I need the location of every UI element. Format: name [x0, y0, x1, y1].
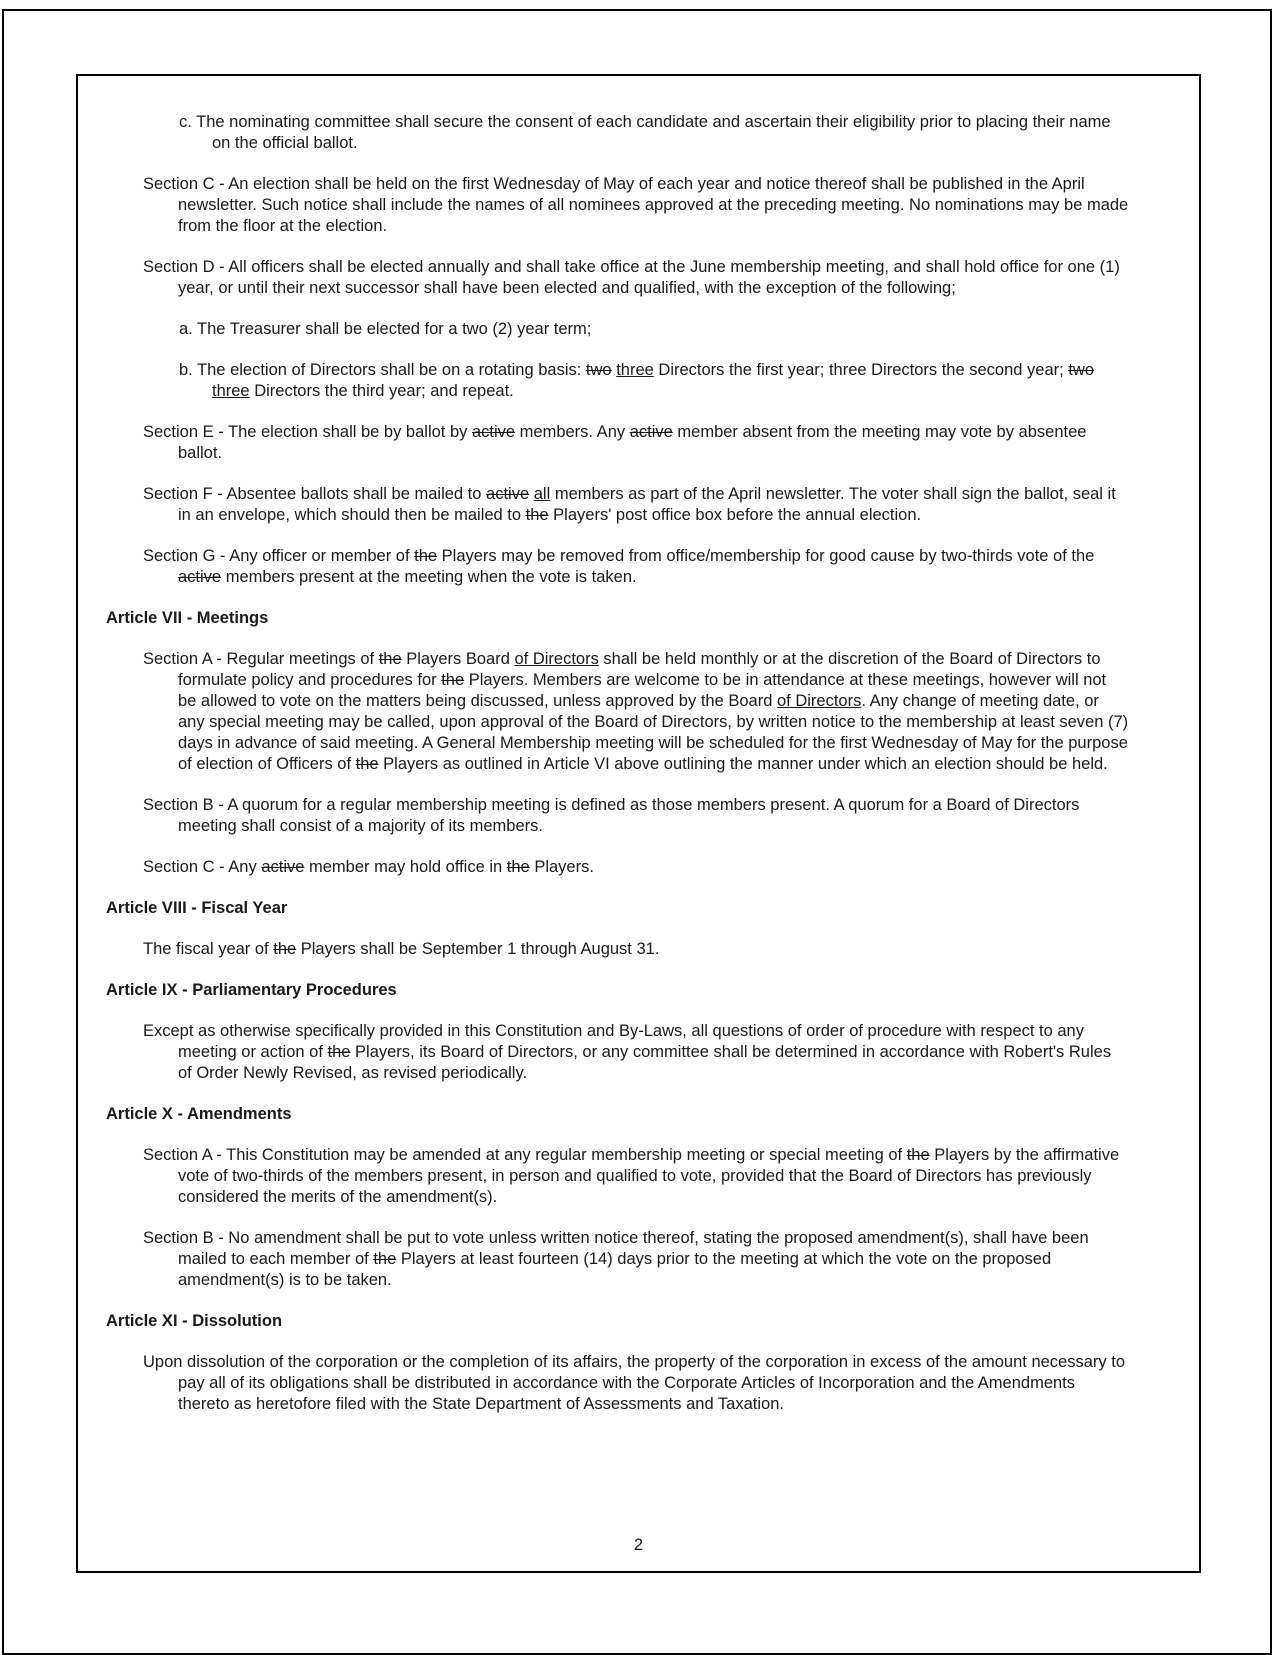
page-number: 2 — [633, 1536, 644, 1554]
paragraph-section-g-removal — [106, 546, 1129, 588]
heading-article-ix-parliamentary — [106, 980, 1129, 1001]
text-run: members present at the meeting when the vote is taken. — [221, 568, 637, 586]
underline-text: three — [616, 361, 654, 379]
text-run: Players at least fourteen (14) days prior to the meeting at which the vote on the proposed amendment(s) is to be taken. — [178, 1250, 1052, 1289]
text-run: members as part of the April newsletter. The voter shall sign the ballot, seal it in an envelope, which should then be mailed to — [178, 485, 1116, 524]
text-run: Players shall be September 1 through August 31. — [296, 940, 660, 958]
strikethrough-text: the — [906, 1146, 930, 1164]
paragraph-section-b-quorum — [106, 795, 1129, 837]
strikethrough-text: the — [273, 940, 297, 958]
text-run: Directors the third year; and repeat. — [249, 382, 514, 400]
text-run: shall be held monthly or at the discretion of the Board of Directors to formulate policy and procedures for — [178, 650, 1101, 689]
text-run: member may hold office in — [304, 858, 507, 876]
underline-text: three — [212, 382, 250, 400]
text-run: Directors the first year; three Directors the second year; — [653, 361, 1069, 379]
text-run: Players by the affirmative vote of two-thirds of the members present, in person and qualified to vote, provided that the Board of Directors has previously considered the merits of the amendment(s). — [178, 1146, 1120, 1206]
text-run: Article XI - Dissolution — [106, 1312, 283, 1330]
text-run: Section C - An election shall be held on the first Wednesday of May of each year and notice thereof shall be published in the April newsletter. Such notice shall include the names of all nominees approved at the preceding meeting. No nominations may be made from the floor at the election. — [143, 175, 1129, 235]
text-run: Section E - The election shall be by ballot by — [143, 423, 472, 441]
text-run: Section A - Regular meetings of — [143, 650, 379, 668]
strikethrough-text: active — [486, 485, 530, 503]
paragraph-section-e-ballot — [106, 422, 1129, 464]
text-run: c. The nominating committee shall secure the consent of each candidate and ascertain their eligibility prior to placing their name on the official ballot. — [179, 113, 1111, 152]
strikethrough-text: active — [261, 858, 305, 876]
document-border — [76, 74, 1201, 1573]
paragraph-dissolution — [106, 1352, 1129, 1415]
paragraph-section-d-officers — [106, 257, 1129, 299]
underline-text: of Directors — [514, 650, 599, 668]
strikethrough-text: the — [378, 650, 402, 668]
text-run: Except as otherwise specifically provided in this Constitution and By-Laws, all questions of order of procedure with respect to any meeting or action of — [143, 1022, 1084, 1061]
paragraph-section-f-absentee — [106, 484, 1129, 526]
text-run: Players. Members are welcome to be in attendance at these meetings, however will not be allowed to vote on the matters being discussed, unless approved by the Board — [178, 671, 1107, 710]
text-run: Players. — [529, 858, 594, 876]
text-run: Players Board — [401, 650, 515, 668]
strikethrough-text: active — [471, 423, 516, 441]
text-run: Players as outlined in Article VI above outlining the manner under which an election should be held. — [378, 755, 1108, 773]
paragraph-fiscal-year — [106, 939, 1129, 960]
paragraph-parliamentary — [106, 1021, 1129, 1084]
strikethrough-text: the — [414, 547, 438, 565]
text-run: Article X - Amendments — [106, 1105, 292, 1123]
heading-article-viii-fiscal-year — [106, 898, 1129, 919]
text-run: Section F - Absentee ballots shall be mailed to — [143, 485, 487, 503]
text-run: Section D - All officers shall be elected annually and shall take office at the June membership meeting, and shall hold office for one (1) year, or until their next successor shall have been elected and qualified, with the exception of the following; — [143, 258, 1120, 297]
strikethrough-text: the — [506, 858, 530, 876]
paragraph-item-c-nominating — [106, 112, 1129, 154]
strikethrough-text: active — [629, 423, 673, 441]
text-run: a. The Treasurer shall be elected for a two (2) year term; — [179, 320, 592, 338]
text-run: . Any change of meeting date, or any special meeting may be called, upon approval of the Board of Directors, by written notice to the membership at least seven (7) days in advance of said meeting. A General Membership meeting will be scheduled for the first Wednesday of May for the purpose of election of Officers of — [178, 692, 1129, 773]
strikethrough-text: active — [178, 568, 222, 586]
strikethrough-text: two — [585, 361, 612, 379]
paragraph-item-b-directors — [106, 360, 1129, 402]
text-run: Article VIII - Fiscal Year — [106, 899, 288, 917]
heading-article-x-amendments — [106, 1104, 1129, 1125]
text-run: Article VII - Meetings — [106, 609, 269, 627]
paragraph-item-a-treasurer — [106, 319, 1129, 340]
strikethrough-text: two — [1068, 361, 1094, 379]
underline-text: all — [533, 485, 551, 503]
heading-article-xi-dissolution — [106, 1311, 1129, 1332]
strikethrough-text: the — [441, 671, 465, 689]
paragraph-section-c-hold-office — [106, 857, 1129, 878]
paragraph-section-a-meetings — [106, 649, 1129, 775]
text-run: Section G - Any officer or member of — [143, 547, 415, 565]
text-run: Article IX - Parliamentary Procedures — [106, 981, 397, 999]
paragraph-section-c-election — [106, 174, 1129, 237]
underline-text: of Directors — [776, 692, 862, 710]
text-run: Upon dissolution of the corporation or the completion of its affairs, the property of the corporation in excess of the amount necessary to pay all of its obligations shall be distributed in accordance with the Corporate Articles of Incorporation and the Amendments thereto as heretofore filed with the State Department of Assessments and Taxation. — [143, 1353, 1125, 1413]
strikethrough-text: the — [373, 1250, 397, 1268]
text-run: Section B - A quorum for a regular membership meeting is defined as those members present. A quorum for a Board of Directors meeting shall consist of a majority of its members. — [143, 796, 1080, 835]
text-run: Players' post office box before the annual election. — [548, 506, 922, 524]
paragraph-section-a-amendments — [106, 1145, 1129, 1208]
text-run: b. The election of Directors shall be on a rotating basis: — [179, 361, 586, 379]
text-run: member absent from the meeting may vote by absentee ballot. — [178, 423, 1087, 462]
text-run: Section B - No amendment shall be put to vote unless written notice thereof, stating the proposed amendment(s), shall have been mailed to each member of — [143, 1229, 1089, 1268]
strikethrough-text: the — [355, 755, 379, 773]
text-run: Players, its Board of Directors, or any committee shall be determined in accordance with Robert's Rules of Order Newly Revised, as revised periodically. — [178, 1043, 1112, 1082]
text-run: members. Any — [515, 423, 630, 441]
strikethrough-text: the — [327, 1043, 351, 1061]
text-run: Section C - Any — [143, 858, 262, 876]
text-run: Section A - This Constitution may be amended at any regular membership meeting or special meeting of — [143, 1146, 907, 1164]
strikethrough-text: the — [525, 506, 549, 524]
paragraph-section-b-amendment-notice — [106, 1228, 1129, 1291]
text-run: Players may be removed from office/membership for good cause by two-thirds vote of the — [437, 547, 1095, 565]
text-run: The fiscal year of — [143, 940, 274, 958]
heading-article-vii-meetings — [106, 608, 1129, 629]
